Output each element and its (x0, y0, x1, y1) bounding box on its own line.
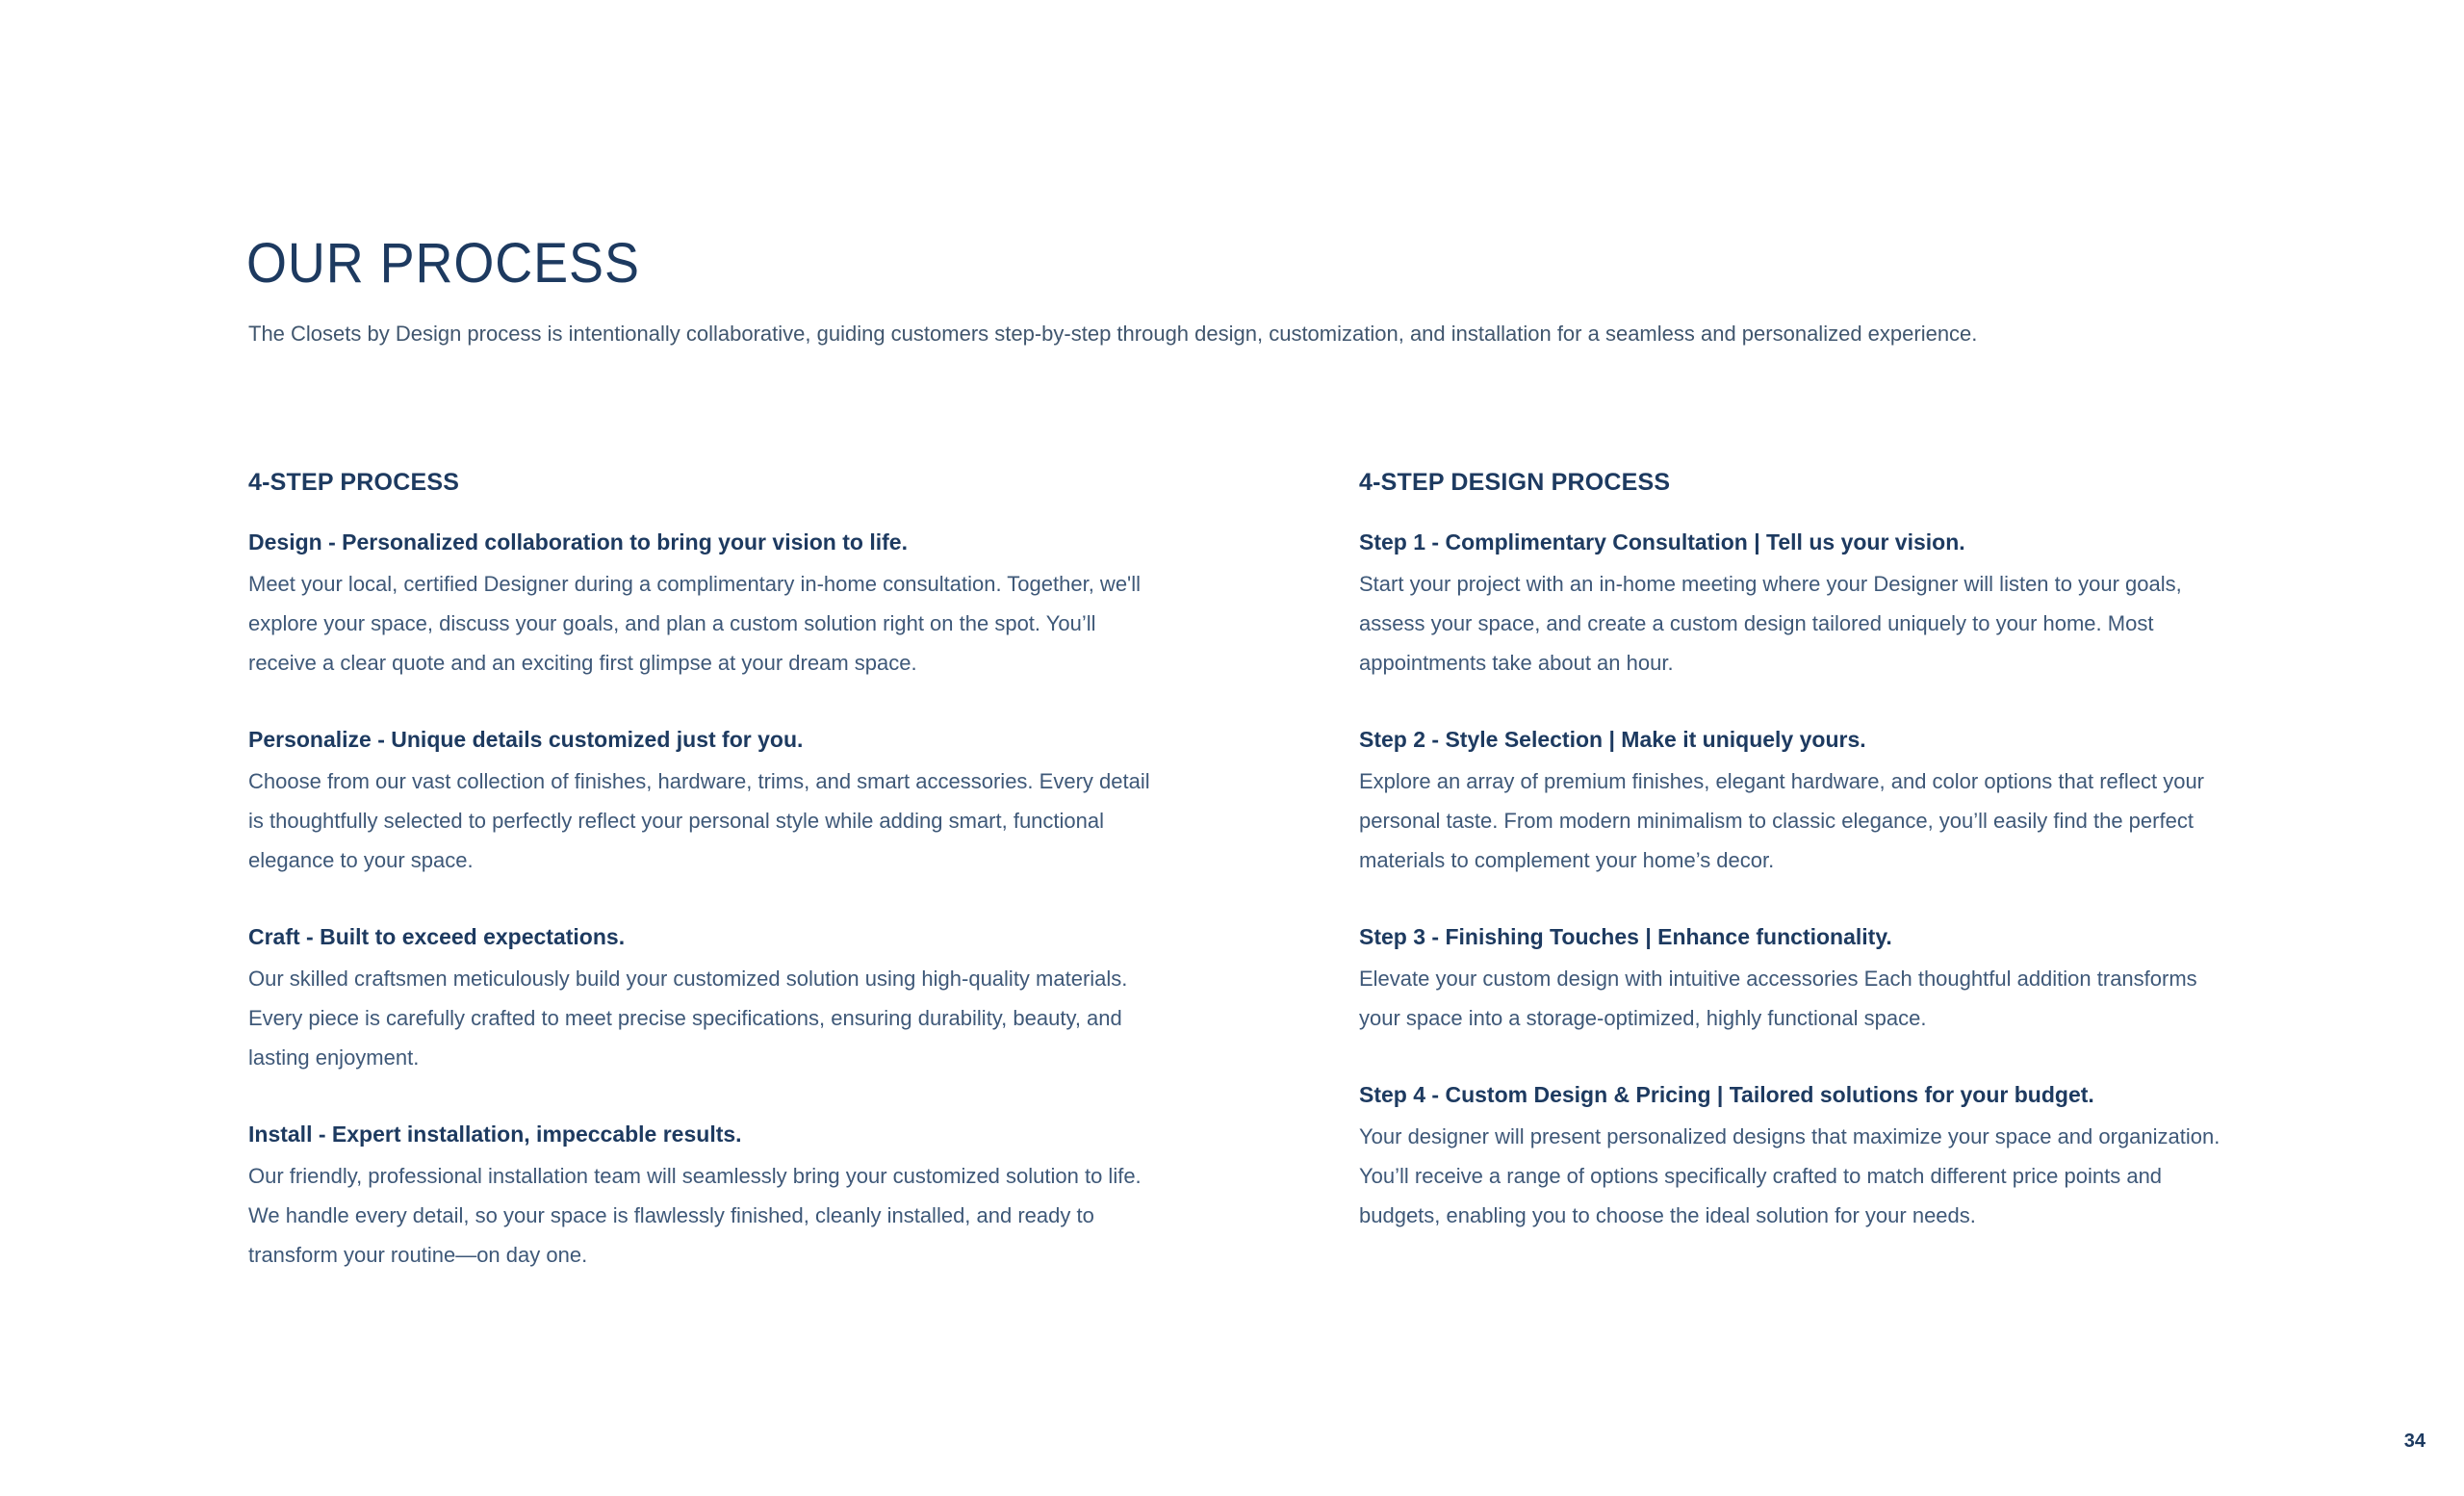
column-heading-process: 4-STEP PROCESS (248, 469, 460, 496)
process-column (248, 468, 1153, 1317)
design-block-step1 (1359, 528, 2225, 683)
page-subtitle: The Closets by Design process is intentionally collaborative, guiding customers step-by-step through design, customization, and installation for a seamless and personalized experience. (248, 322, 1978, 346)
block-title: Design - Personalized collaboration to bring your vision to life. (248, 529, 908, 555)
process-block-design (248, 528, 1153, 683)
block-body: Choose from our vast collection of finishes, hardware, trims, and smart accessories. Every detail is thoughtfully selected to perfectly reflect your personal style while adding smart, functional elegance to your space. (248, 769, 1150, 872)
design-block-step4 (1359, 1080, 2225, 1235)
block-body: Our skilled craftsmen meticulously build your customized solution using high-quality materials. Every piece is carefully crafted to meet precise specifications, ensuring durability, beauty, and lasting enjoyment. (248, 967, 1128, 1070)
block-body: Our friendly, professional installation team will seamlessly bring your customized solution to life. We handle every detail, so your space is flawlessly finished, cleanly installed, and ready to transform your routine—on day one. (248, 1164, 1142, 1267)
design-block-step2 (1359, 725, 2225, 880)
block-title: Step 4 - Custom Design & Pricing | Tailored solutions for your budget. (1359, 1082, 2094, 1107)
block-title: Craft - Built to exceed expectations. (248, 924, 626, 949)
block-body: Explore an array of premium finishes, elegant hardware, and color options that reflect your personal taste. From modern minimalism to classic elegance, you’ll easily find the perfect materials to complement your home’s decor. (1359, 769, 2205, 872)
block-title: Step 1 - Complimentary Consultation | Tell us your vision. (1359, 529, 1965, 555)
block-body: Elevate your custom design with intuitive accessories Each thoughtful addition transforms your space into a storage-optimized, highly functional space. (1359, 967, 2197, 1030)
process-block-personalize (248, 725, 1153, 880)
design-block-step3 (1359, 922, 2225, 1038)
column-heading-design-process: 4-STEP DESIGN PROCESS (1359, 469, 1671, 496)
block-title: Install - Expert installation, impeccable results. (248, 1122, 742, 1147)
process-block-craft (248, 922, 1153, 1077)
block-title: Step 2 - Style Selection | Make it uniquely yours. (1359, 727, 1866, 752)
block-title: Step 3 - Finishing Touches | Enhance functionality. (1359, 924, 1892, 949)
block-body: Start your project with an in-home meeting where your Designer will listen to your goals, assess your space, and create a custom design tailored uniquely to your home. Most appointments take about an hour. (1359, 572, 2182, 675)
process-block-install (248, 1120, 1153, 1275)
page-title: OUR PROCESS (246, 232, 640, 295)
block-title: Personalize - Unique details customized just for you. (248, 727, 804, 752)
block-body: Meet your local, certified Designer during a complimentary in-home consultation. Together, we'll explore your space, discuss your goals, and plan a custom solution right on the spot. You’ll receive a clear quote and an exciting first glimpse at your dream space. (248, 572, 1142, 675)
block-body: Your designer will present personalized designs that maximize your space and organization. You’ll receive a range of options specifically crafted to match different price points and budgets, enabling you to choose the ideal solution for your needs. (1359, 1124, 2220, 1227)
design-process-column (1359, 468, 2225, 1277)
page-number: 34 (2403, 1431, 2426, 1452)
